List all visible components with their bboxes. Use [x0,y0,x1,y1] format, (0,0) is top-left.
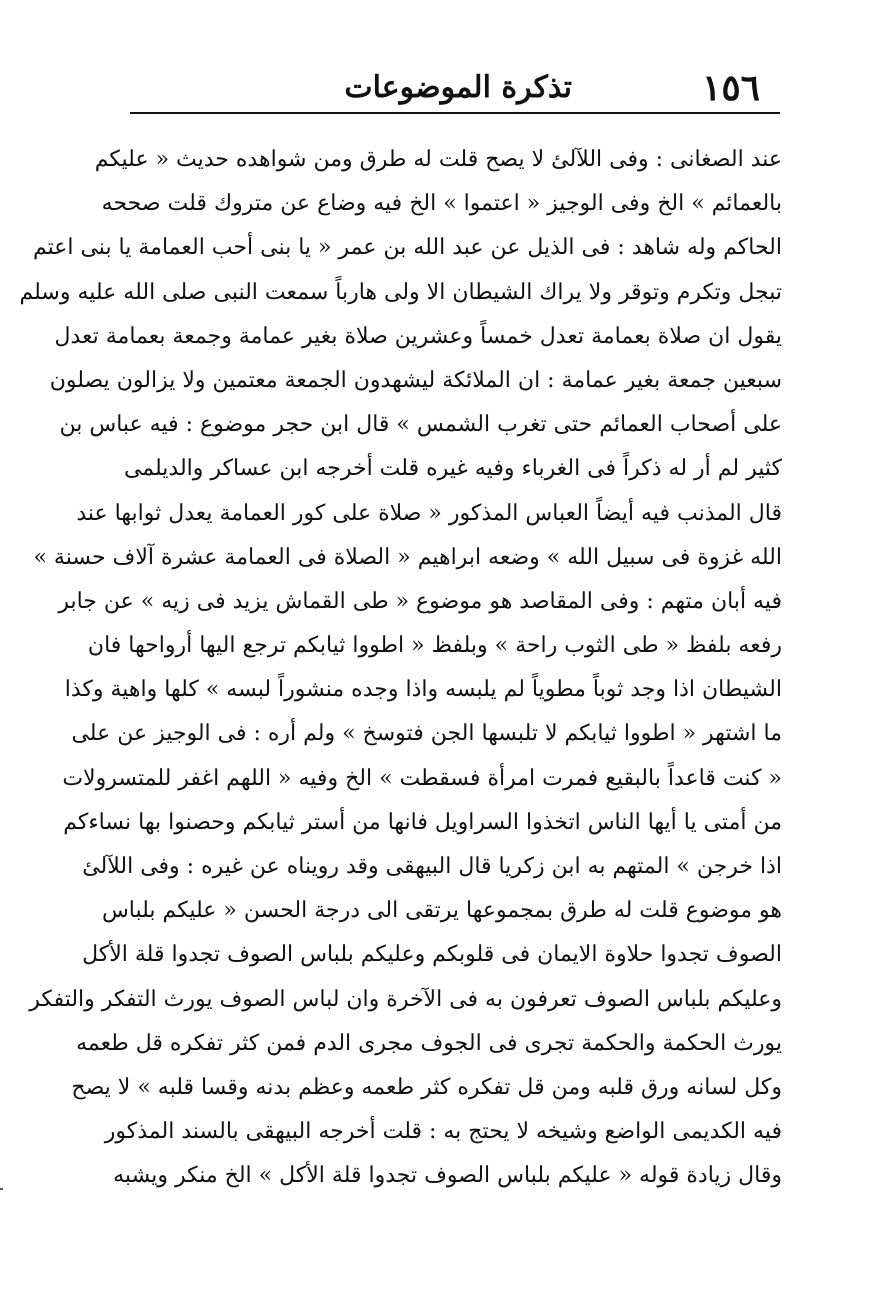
text-line: كثير لم أر له ذكراً فى الغرباء وفيه غيره قلت أخرجه ابن عساكر والديلمى [123,456,782,482]
text-line: ما اشتهر « اطووا ثيابكم لا تلبسها الجن فتوسخ » ولم أره : فى الوجيز عن على [71,721,782,747]
running-title: تذكرة الموضوعات [344,70,572,105]
text-line: الحاكم وله شاهد : فى الذيل عن عبد الله بن عمر « يا بنى أحب العمامة يا بنى اعتم [32,235,782,261]
text-line: من أمتى يا أيها الناس اتخذوا السراويل فانها من أستر ثيابكم وحصنوا بها نساءكم [63,809,782,835]
text-line: وقال زيادة قوله « عليكم بلباس الصوف تجدوا قلة الأكل » الخ منكر ويشبه [113,1163,782,1189]
text-line: رفعه بلفظ « طى الثوب راحة » وبلفظ « اطووا ثيابكم ترجع اليها أرواحها فان [87,633,782,659]
text-line: بالعمائم » الخ وفى الوجيز « اعتموا » الخ فيه وضاع عن متروك قلت صححه [101,191,782,217]
text-line: على أصحاب العمائم حتى تغرب الشمس » قال ابن حجر موضوع : فيه عباس بن [59,412,782,438]
page-header [160,66,760,110]
text-line: الله غزوة فى سبيل الله » وضعه ابراهيم « الصلاة فى العمامة عشرة آلاف حسنة » [33,544,782,570]
text-line: فيه أبان متهم : وفى المقاصد هو موضوع « طى القماش يزيد فى زيه » عن جابر [58,588,782,614]
text-line: سبعين جمعة بغير عمامة : ان الملائكة ليشهدون الجمعة معتمين ولا يزالون يصلون [49,367,782,393]
text-line: الصوف تجدوا حلاوة الايمان فى قلوبكم وعليكم بلباس الصوف تجدوا قلة الأكل [82,942,782,968]
body-text [19,138,782,1199]
text-line: تبجل وتكرم وتوقر ولا يراك الشيطان الا ولى هارباً سمعت النبى صلى الله عليه وسلم [19,279,782,305]
text-line: وعليكم بلباس الصوف تعرفون به فى الآخرة وان لباس الصوف يورث التفكر والتفكر [29,986,782,1012]
text-line: يقول ان صلاة بعمامة تعدل خمساً وعشرين صلاة بغير عمامة وجمعة بعمامة تعدل [54,323,782,349]
header-rule [130,112,780,114]
text-line: يورث الحكمة والحكمة تجرى فى الجوف مجرى الدم فمن كثر تفكره قل طعمه [76,1030,782,1056]
text-line: اذا خرجن » المتهم به ابن زكريا قال البيهقى وقد رويناه عن غيره : وفى اللآلئ [82,854,782,879]
text-line: الشيطان اذا وجد ثوباً مطوياً لم يلبسه واذا وجده منشوراً لبسه » كلها واهية وكذا [64,677,782,703]
text-line: قال المذنب فيه أيضاً العباس المذكور « صلاة على كور العمامة يعدل ثوابها عند [76,500,782,526]
text-line: عند الصغانى : وفى اللآلئ لا يصح قلت له طرق ومن شواهده حديث « عليكم [94,147,782,172]
margin-mark [0,1188,3,1190]
page-number: ١٥٦ [701,67,760,109]
text-line: هو موضوع قلت له طرق بمجموعها يرتقى الى درجة الحسن « عليكم بلباس [101,898,782,924]
text-line: « كنت قاعداً بالبقيع فمرت امرأة فسقطت » الخ وفيه « اللهم اغفر للمتسرولات [62,765,782,791]
text-line: فيه الكديمى الواضع وشيخه لا يحتج به : قلت أخرجه البيهقى بالسند المذكور [104,1119,782,1145]
text-line: وكل لسانه ورق قلبه ومن قل تفكره كثر طعمه وعظم بدنه وقسا قلبه » لا يصح [71,1074,782,1100]
